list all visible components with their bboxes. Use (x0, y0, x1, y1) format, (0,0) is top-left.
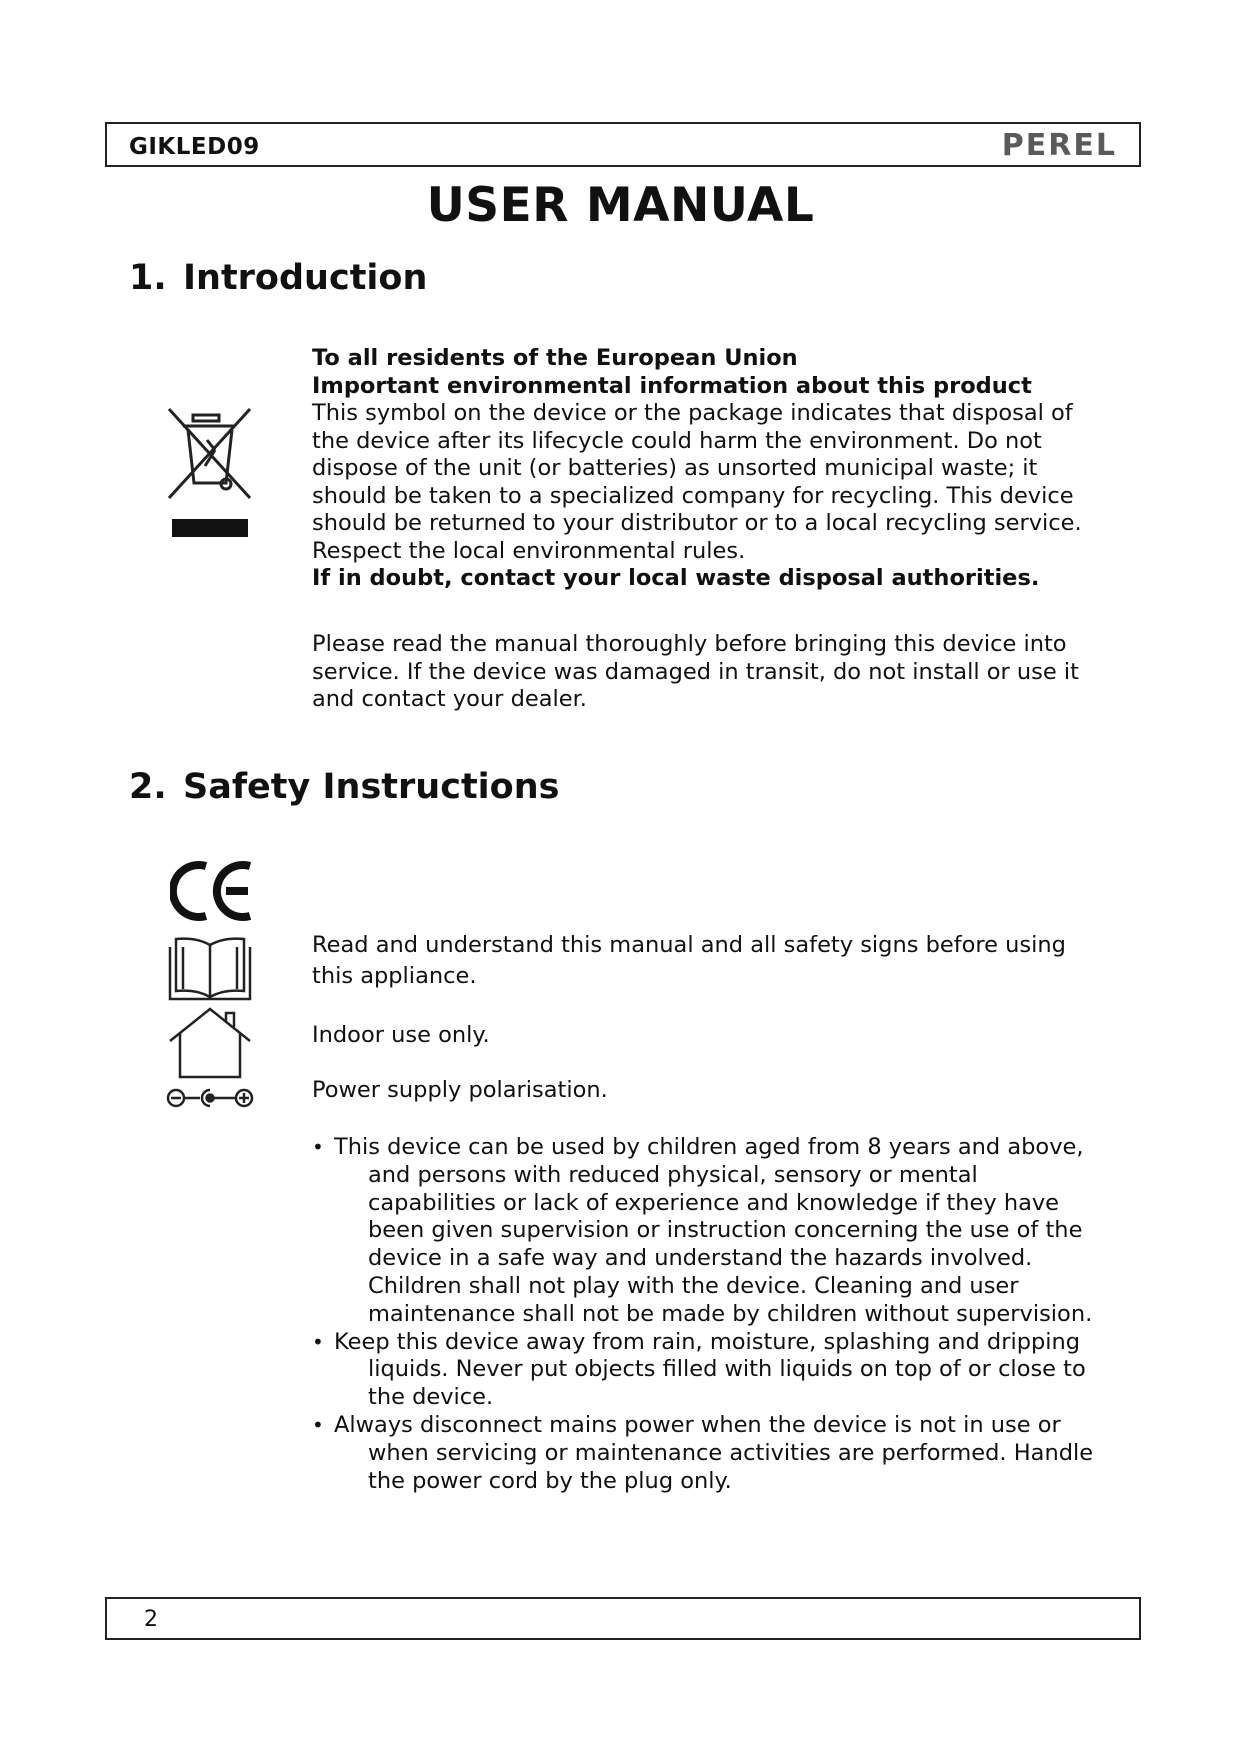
list-item: • This device can be used by children aged from 8 years and above, and persons with reduced physical, sensory or mental capabilities or lack of experience and knowledge if they have been given supervision or instruction concerning the use of the device in a safe way and understand the hazards involved. Children shall not play with the device. Cleaning and user maintenance shall not be made by children without supervision. (312, 1134, 1102, 1329)
section-title: Introduction (183, 258, 428, 298)
section-number: 1. (129, 258, 167, 298)
section-title: Safety Instructions (183, 767, 560, 807)
weee-bin-icon (163, 404, 258, 539)
header-box (105, 122, 1141, 167)
manual-book-icon (166, 935, 254, 1003)
manual-sign-text: Read and understand this manual and all safety signs before using this appliance. (312, 932, 1066, 989)
safety-bullet-list (312, 1134, 1102, 1495)
indoor-use-text: Indoor use only. (312, 1022, 490, 1048)
page-title: USER MANUAL (426, 178, 815, 233)
list-item: • Always disconnect mains power when the device is not in use or when servicing or maintenance activities are performed. Handle the power cord by the plug only. (312, 1412, 1102, 1495)
model-number: GIKLED09 (129, 134, 260, 160)
read-manual-text (312, 631, 1112, 714)
polarity-icon (166, 1083, 254, 1113)
disposal-text: This symbol on the device or the package indicates that disposal of the device after its lifecycle could harm the environment. Do not dispose of the unit (or batteries) as unsorted municipal waste; it should be taken to a specialized company for recycling. This device should be returned to your distributor or to a local recycling service. Respect the local environmental rules. (312, 400, 1082, 564)
page-number: 2 (144, 1607, 158, 1632)
eu-residents-heading: To all residents of the European Union (312, 345, 798, 371)
polarisation-text: Power supply polarisation. (312, 1077, 608, 1103)
footer-box (105, 1597, 1141, 1640)
brand-logo: PEREL (1001, 128, 1117, 163)
indoor-house-icon (166, 1005, 254, 1081)
read-manual-paragraph: Please read the manual thoroughly before bringing this device into service. If the device was damaged in transit, do not install or use it and contact your dealer. (312, 631, 1079, 712)
section-heading-introduction (129, 258, 427, 298)
doubt-text: If in doubt, contact your local waste disposal authorities. (312, 565, 1040, 591)
environmental-info-heading: Important environmental information about this product (312, 372, 1032, 399)
list-item: • Keep this device away from rain, moisture, splashing and dripping liquids. Never put objects filled with liquids on top of or close to the device. (312, 1329, 1102, 1412)
section-heading-safety (129, 767, 559, 807)
section-number: 2. (129, 767, 167, 807)
intro-text (312, 345, 1112, 593)
ce-mark-icon (170, 858, 256, 924)
